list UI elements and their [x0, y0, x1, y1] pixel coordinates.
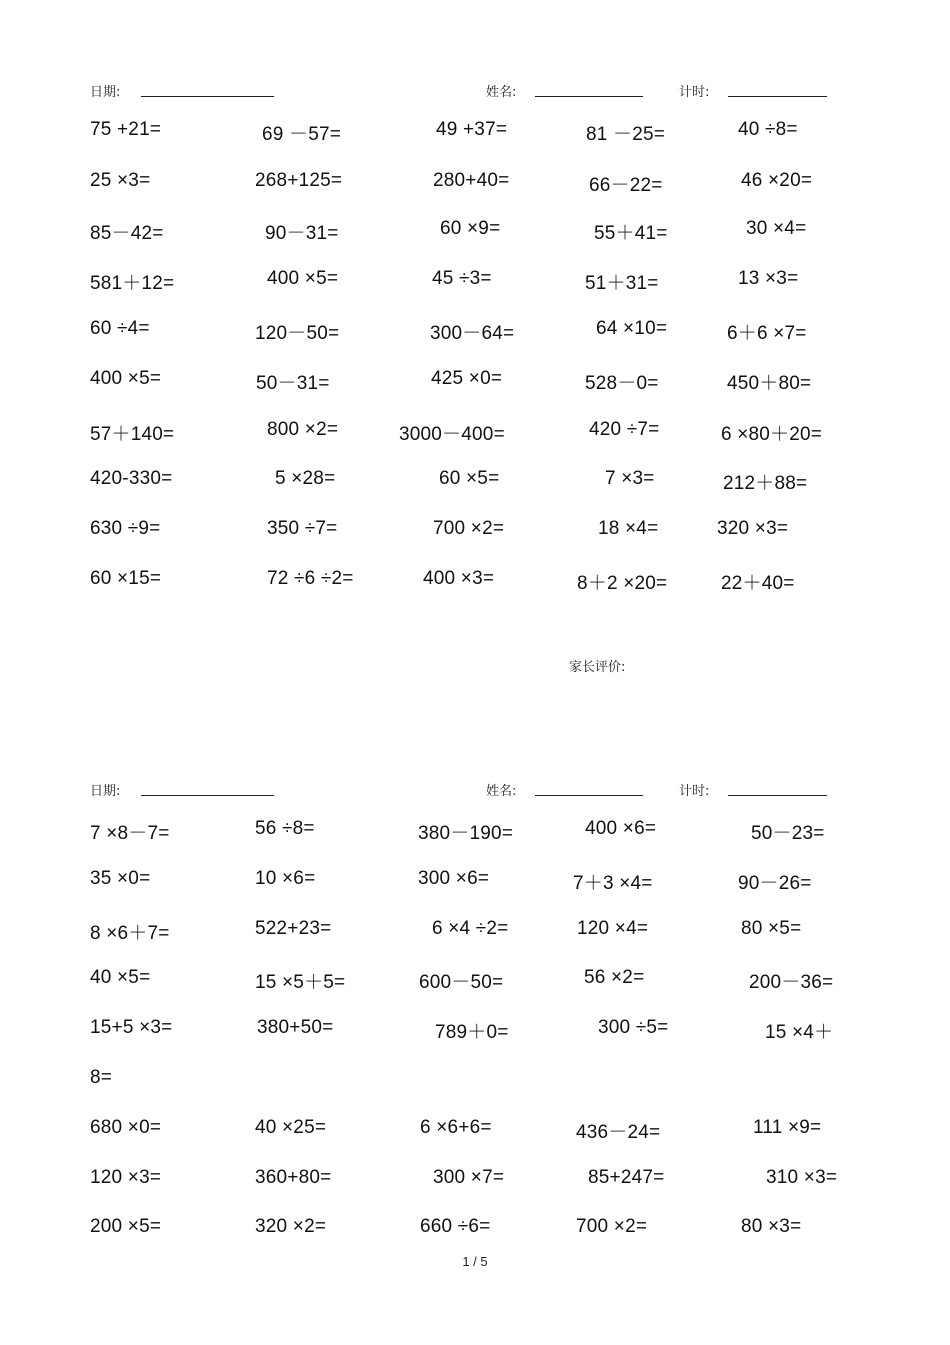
problem: 66－22= [589, 175, 663, 196]
problem: 528－0= [585, 373, 659, 394]
problem: 789＋0= [435, 1022, 509, 1043]
problem: 300 ÷5= [598, 1017, 669, 1038]
problem: 212＋88= [723, 473, 808, 494]
problem: 450＋80= [727, 373, 812, 394]
problem: 300 ×6= [418, 868, 490, 889]
problem: 18 ×4= [598, 518, 659, 539]
problem: 45 ÷3= [432, 268, 492, 289]
problem: 6 ×4 ÷2= [432, 918, 509, 939]
problem: 310 ×3= [766, 1167, 838, 1188]
problem: 6 ×6+6= [420, 1117, 492, 1138]
time-blank-line[interactable] [728, 96, 827, 97]
problem: 280+40= [433, 170, 510, 191]
problem: 800 ×2= [267, 419, 339, 440]
problem: 75 +21= [90, 119, 162, 140]
problem: 60 ÷4= [90, 318, 150, 339]
problem: 60 ×15= [90, 568, 162, 589]
problem-continuation: 8= [90, 1067, 113, 1088]
problem: 360+80= [255, 1167, 332, 1188]
problem: 400 ×3= [423, 568, 495, 589]
problem: 80 ×3= [741, 1216, 802, 1237]
problem: 85－42= [90, 223, 164, 244]
problem: 56 ×2= [584, 967, 645, 988]
problem: 600－50= [419, 972, 504, 993]
problem: 35 ×0= [90, 868, 151, 889]
problem: 46 ×20= [741, 170, 813, 191]
problem: 522+23= [255, 918, 332, 939]
name-blank-line[interactable] [535, 795, 643, 796]
problem: 50－23= [751, 823, 825, 844]
problem: 56 ÷8= [255, 818, 315, 839]
problem: 200－36= [749, 972, 834, 993]
problem: 6 ×80＋20= [721, 424, 823, 445]
problem: 49 +37= [436, 119, 508, 140]
problem: 425 ×0= [431, 368, 503, 389]
date-label: 日期: [90, 85, 121, 100]
problem: 8 ×6＋7= [90, 923, 170, 944]
problem: 3000－400= [399, 424, 505, 445]
problem: 300 ×7= [433, 1167, 505, 1188]
problem: 320 ×2= [255, 1216, 327, 1237]
problem: 6＋6 ×7= [727, 323, 807, 344]
problem: 7＋3 ×4= [573, 873, 653, 894]
problem: 40 ÷8= [738, 119, 798, 140]
date-blank-line[interactable] [141, 795, 274, 796]
problem: 420-330= [90, 468, 173, 489]
problem: 25 ×3= [90, 170, 151, 191]
problem: 60 ×9= [440, 218, 501, 239]
page-number: 1 / 5 [462, 1254, 488, 1269]
problem: 400 ×5= [267, 268, 339, 289]
problem: 581＋12= [90, 273, 175, 294]
problem: 120 ×3= [90, 1167, 162, 1188]
problem: 120－50= [255, 323, 340, 344]
problem: 30 ×4= [746, 218, 807, 239]
name-blank-line[interactable] [535, 96, 643, 97]
problem: 420 ÷7= [589, 419, 660, 440]
problem: 55＋41= [594, 223, 668, 244]
date-blank-line[interactable] [141, 96, 274, 97]
date-label: 日期: [90, 784, 121, 799]
problem: 40 ×25= [255, 1117, 327, 1138]
problem: 69 －57= [262, 124, 342, 145]
problem: 15+5 ×3= [90, 1017, 173, 1038]
problem: 380－190= [418, 823, 514, 844]
name-label: 姓名: [486, 85, 517, 100]
problem: 660 ÷6= [420, 1216, 491, 1237]
problem: 400 ×6= [585, 818, 657, 839]
problem: 700 ×2= [576, 1216, 648, 1237]
problem: 680 ×0= [90, 1117, 162, 1138]
problem: 200 ×5= [90, 1216, 162, 1237]
time-blank-line[interactable] [728, 795, 827, 796]
problem: 85+247= [588, 1167, 665, 1188]
problem: 10 ×6= [255, 868, 316, 889]
problem: 436－24= [576, 1122, 661, 1143]
parent-evaluation-label: 家长评价: [569, 660, 626, 675]
problem: 630 ÷9= [90, 518, 161, 539]
problem: 50－31= [256, 373, 330, 394]
problem: 268+125= [255, 170, 343, 191]
problem: 15 ×4＋ [765, 1022, 834, 1043]
time-label: 计时: [679, 784, 710, 799]
problem: 111 ×9= [753, 1117, 822, 1138]
problem: 7 ×8－7= [90, 823, 170, 844]
problem: 8＋2 ×20= [577, 573, 668, 594]
name-label: 姓名: [486, 784, 517, 799]
problem: 22＋40= [721, 573, 795, 594]
problem: 120 ×4= [577, 918, 649, 939]
problem: 350 ÷7= [267, 518, 338, 539]
problem: 81 －25= [586, 124, 666, 145]
problem: 5 ×28= [275, 468, 336, 489]
problem: 80 ×5= [741, 918, 802, 939]
problem: 40 ×5= [90, 967, 151, 988]
problem: 90－31= [265, 223, 339, 244]
problem: 72 ÷6 ÷2= [267, 568, 354, 589]
problem: 57＋140= [90, 424, 175, 445]
problem: 300－64= [430, 323, 515, 344]
problem: 400 ×5= [90, 368, 162, 389]
problem: 90－26= [738, 873, 812, 894]
time-label: 计时: [679, 85, 710, 100]
problem: 7 ×3= [605, 468, 655, 489]
problem: 320 ×3= [717, 518, 789, 539]
problem: 700 ×2= [433, 518, 505, 539]
problem: 51＋31= [585, 273, 659, 294]
problem: 380+50= [257, 1017, 334, 1038]
problem: 64 ×10= [596, 318, 668, 339]
problem: 60 ×5= [439, 468, 500, 489]
problem: 13 ×3= [738, 268, 799, 289]
problem: 15 ×5＋5= [255, 972, 346, 993]
